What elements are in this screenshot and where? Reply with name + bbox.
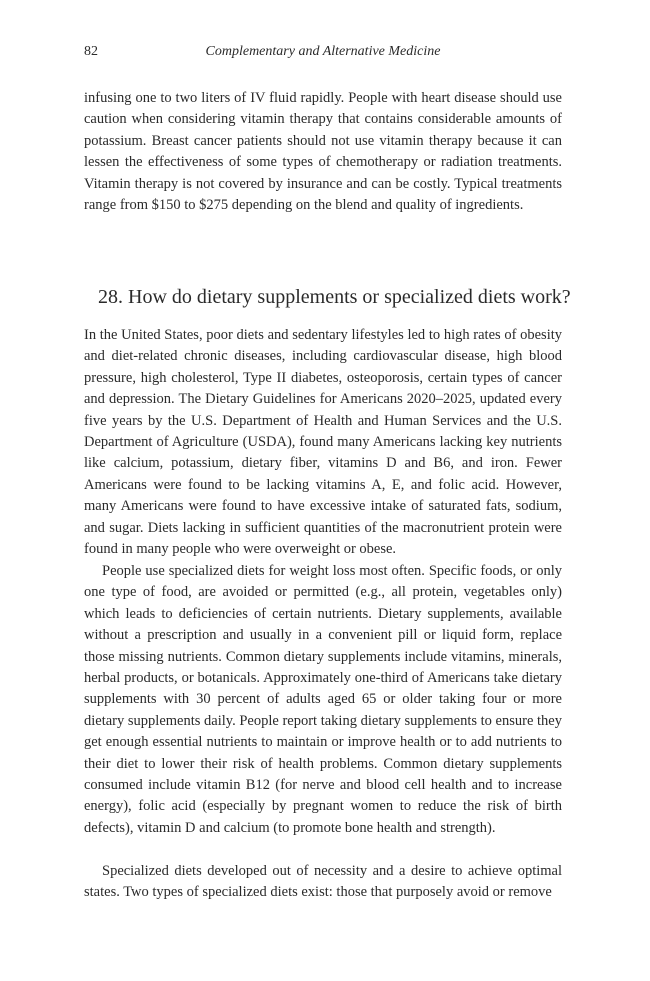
paragraph-vitamin-therapy-cont: infusing one to two liters of IV fluid rapidly. People with heart disease should use caution when considering vitamin therapy that contains considerable amounts of potassium. Breast cancer patients should not use vitamin therapy because it can lessen the effectiveness of some types of chemotherapy or radiation treatments. Vitamin therapy is not covered by insurance and can be costly. Typical treatments range from $150 to $275 depending on the blend and quality of ingredients. (84, 90, 562, 214)
page-number: 82 (84, 44, 98, 59)
paragraph-us-diets: In the United States, poor diets and sedentary lifestyles led to high rates of obesity and diet-related chronic diseases, including cardiovascular disease, high blood pressure, high cholesterol, Type II diabetes, osteoporosis, certain types of cancer and depression. The Dietary Guidelines for Americans 2020–2025, updated every five years by the U.S. Department of Health and Human Services and the U.S. Department of Agriculture (USDA), found many Americans lacking key nutrients like calcium, potassium, dietary fiber, vitamins D and B6, and iron. Fewer Americans were found to be lacking vitamins A, E, and folic acid. However, many Americans were found to have excessive intake of saturated fats, sodium, and sugar. Diets lacking in sufficient quantities of the macronutrient protein were found in many people who were overweight or obese. (84, 327, 562, 558)
page-header (84, 44, 562, 64)
section-heading: 28. How do dietary supplements or specialized diets work? (98, 286, 571, 308)
running-title: Complementary and Alternative Medicine (205, 44, 441, 59)
paragraph-specialized-diets: People use specialized diets for weight loss most often. Specific foods, or only one type of food, are avoided or permitted (e.g., all protein, vegetables only) which leads to deficiencies of certain nutrients. Dietary supplements, available without a prescription and usually in a convenient pill or liquid form, replace those missing nutrients. Common dietary supplements include vitamins, minerals, herbal products, or botanicals. Approximately one-third of Americans take dietary supplements with 30 percent of adults aged 65 or older taking four or more dietary supplements daily. People report taking dietary supplements to ensure they get enough essential nutrients to maintain or improve health or to add nutrients to their diet to lower their risk of health problems. Common dietary supplements consumed include vitamin B12 (for nerve and blood cell health and to increase energy), folic acid (especially by pregnant women to reduce the risk of birth defects), vitamin D and calcium (to promote bone health and strength). (84, 563, 562, 836)
paragraph-specialized-diets-types: Specialized diets developed out of necessity and a desire to achieve optimal states. Two types of specialized diets exist: those that purposely avoid or remove (84, 863, 562, 901)
